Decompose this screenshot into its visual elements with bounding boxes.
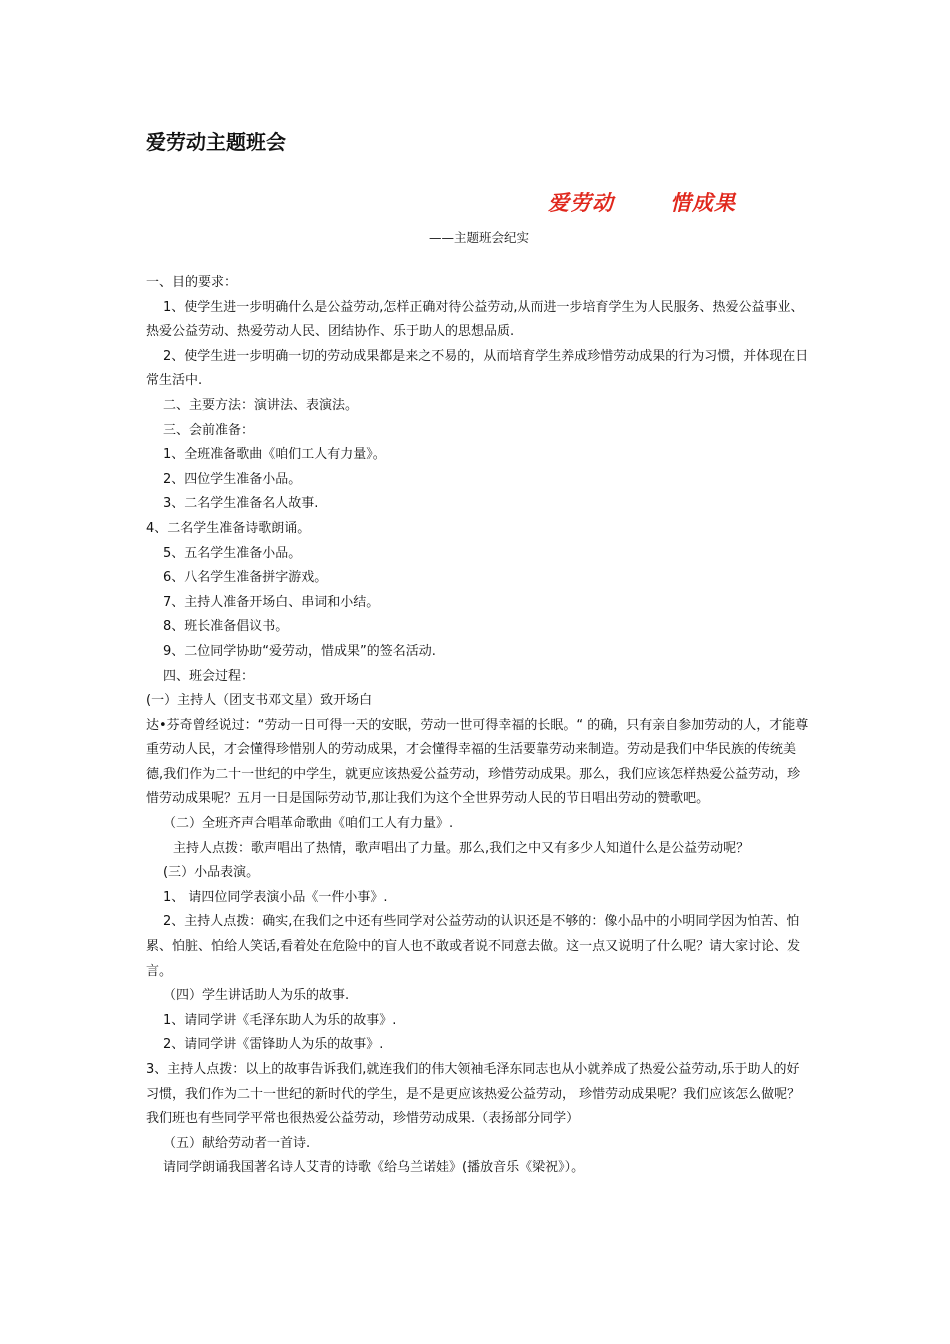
- list-item: 1、 请四位同学表演小品《一件小事》.: [163, 889, 388, 905]
- list-item: 3、二名学生准备名人故事.: [163, 496, 319, 512]
- subsection-heading: （二）全班齐声合唱革命歌曲《咱们工人有力量》.: [163, 816, 454, 832]
- list-item: 8、班长准备倡议书。: [163, 619, 289, 635]
- title-part-left: 爱劳动: [548, 191, 614, 215]
- list-item: 2、四位学生准备小品。: [163, 471, 302, 487]
- section-heading-process: 四、班会过程：: [163, 668, 255, 684]
- list-item: 7、主持人准备开场白、串词和小结。: [163, 594, 380, 610]
- list-item: 1、请同学讲《毛泽东助人为乐的故事》.: [163, 1012, 397, 1028]
- paragraph: 请同学朗诵我国著名诗人艾青的诗歌《给乌兰诺娃》(播放音乐《梁祝》）。: [163, 1160, 585, 1176]
- paragraph: 1、使学生进一步明确什么是公益劳动,怎样正确对待公益劳动,从而进一步培育学生为人民服务、热爱公益事业、热爱公益劳动、热爱劳动人民、团结协作、乐于助人的思想品质.: [146, 299, 804, 340]
- list-item: 1、全班准备歌曲《咱们工人有力量》。: [163, 447, 386, 463]
- list-item: 4、二名学生准备诗歌朗诵。: [146, 520, 311, 536]
- title-part-right: 惜成果: [670, 191, 736, 215]
- subsection-heading: （五）献给劳动者一首诗.: [163, 1135, 311, 1151]
- subsection-heading: (一）主持人（团支书邓文星）致开场白: [146, 693, 373, 709]
- paragraph: 2、主持人点拨：确实,在我们之中还有些同学对公益劳动的认识还是不够的：像小品中的小明同学因为怕苦、怕累、怕脏、怕给人笑话,看着处在危险中的盲人也不敢或者说不同意去做。这一点又说明了什么呢？请大家讨论、发言。: [146, 914, 801, 979]
- document-heading: 爱劳动主题班会: [146, 130, 286, 154]
- list-item: 2、请同学讲《雷锋助人为乐的故事》.: [163, 1037, 384, 1053]
- section-heading-methods: 二、主要方法：演讲法、表演法。: [163, 397, 359, 413]
- section-heading-preparation: 三、会前准备：: [163, 422, 255, 438]
- document-title: [146, 187, 736, 217]
- document-subtitle: ——主题班会纪实: [428, 230, 529, 245]
- document-body: [146, 271, 812, 1181]
- paragraph: 达•芬奇曾经说过：“劳动一日可得一天的安眠，劳动一世可得幸福的长眠。“ 的确，只有亲自参加劳动的人，才能尊重劳动人民，才会懂得珍惜别人的劳动成果，才会懂得幸福的生活要靠劳动来制造。劳动是我们中华民族的传统美德,我们作为二十一世纪的中学生，就更应该热爱公益劳动，珍惜劳动成果。那么，我们应该怎样热爱公益劳动，珍惜劳动成果呢？五月一日是国际劳动节,那让我们为这个全世界劳动人民的节日唱出劳动的赞歌吧。: [146, 717, 809, 807]
- subsection-heading: （四）学生讲话助人为乐的故事.: [163, 988, 350, 1004]
- section-heading-goals: 一、目的要求：: [146, 275, 238, 290]
- paragraph: 2、使学生进一步明确一切的劳动成果都是来之不易的，从而培育学生养成珍惜劳动成果的行为习惯，并体现在日常生活中.: [146, 348, 809, 389]
- paragraph: 3、主持人点拨：以上的故事告诉我们,就连我们的伟大领袖毛泽东同志也从小就养成了热爱公益劳动,乐于助人的好习惯，我们作为二十一世纪的新时代的学生，是不是更应该热爱公益劳动， 珍惜劳动成果呢？我们应该怎么做呢？我们班也有些同学平常也很热爱公益劳动，珍惜劳动成果.（表扬部分同学）: [146, 1062, 801, 1127]
- list-item: 5、五名学生准备小品。: [163, 545, 302, 561]
- list-item: 6、八名学生准备拼字游戏。: [163, 570, 328, 586]
- subsection-heading: (三）小品表演。: [163, 865, 260, 881]
- paragraph: 主持人点拨：歌声唱出了热情，歌声唱出了力量。那么,我们之中又有多少人知道什么是公益劳动呢？: [173, 840, 750, 856]
- list-item: 9、二位同学协助“爱劳动，惜成果”的签名活动.: [163, 643, 436, 659]
